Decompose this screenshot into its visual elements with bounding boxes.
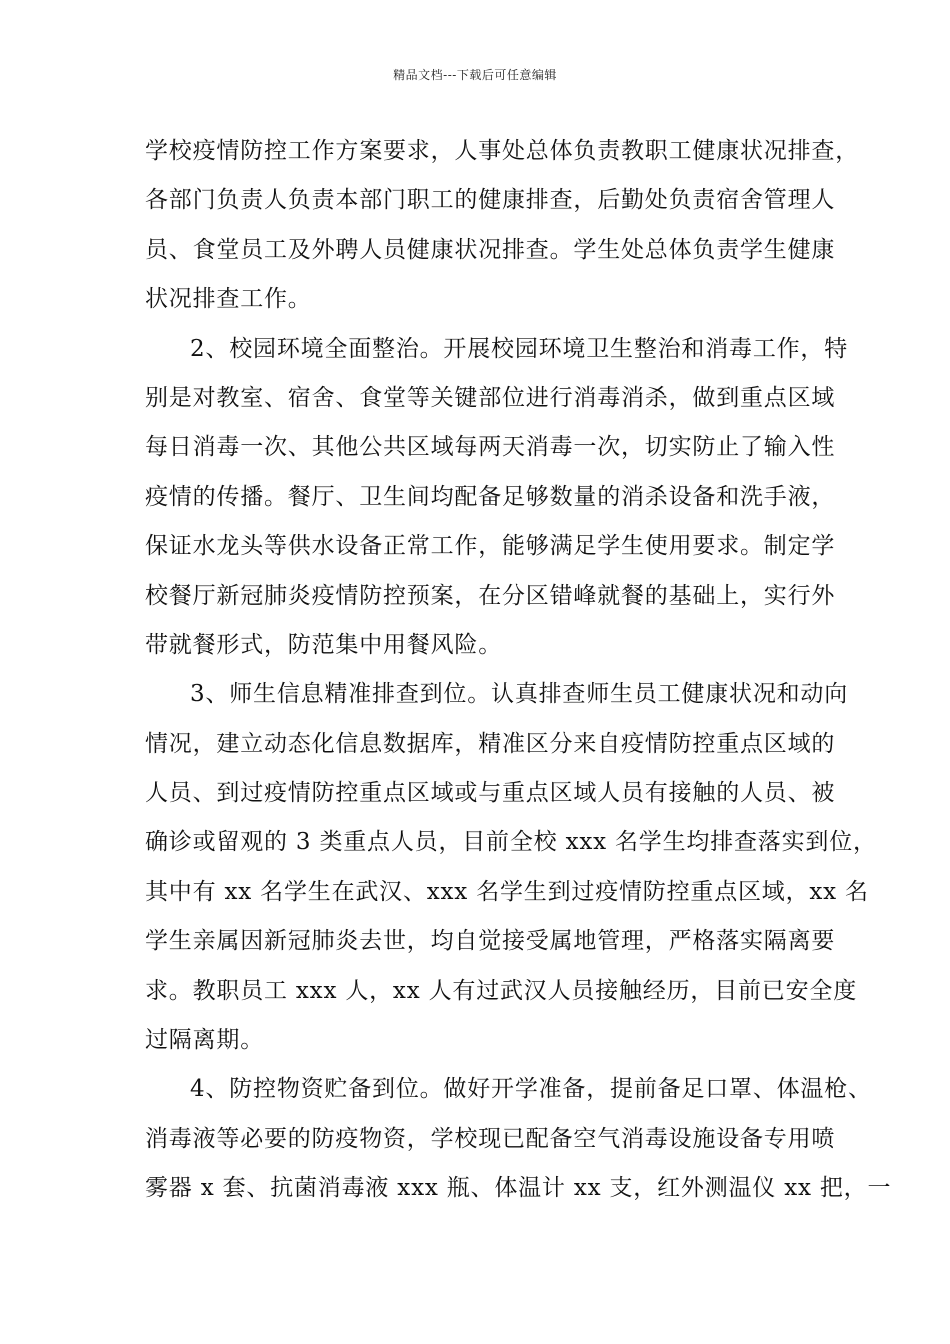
text-line: 带就餐形式，防范集中用餐风险。 bbox=[145, 631, 502, 658]
text-line: 人员、到过疫情防控重点区域或与重点区域人员有接触的人员、被 bbox=[145, 780, 836, 807]
text-line: 情况，建立动态化信息数据库，精准区分来自疫情防控重点区域的 bbox=[145, 730, 836, 757]
text-line: 其中有 xx 名学生在武汉、xxx 名学生到过疫情防控重点区域，xx 名 bbox=[145, 878, 869, 905]
text-line: 学校疫情防控工作方案要求，人事处总体负责教职工健康状况排查， bbox=[145, 138, 859, 164]
text-line: 每日消毒一次、其他公共区域每两天消毒一次，切实防止了输入性 bbox=[145, 434, 836, 461]
text-line: 过隔离期。 bbox=[145, 1027, 264, 1054]
text-line: 各部门负责人负责本部门职工的健康排查，后勤处负责宿舍管理人 bbox=[145, 187, 836, 214]
text-line: 别是对教室、宿舍、食堂等关键部位进行消毒消杀，做到重点区域 bbox=[145, 384, 836, 411]
paragraph-first-line: 2、校园环境全面整治。开展校园环境卫生整治和消毒工作，特 bbox=[190, 335, 849, 362]
text-line: 学生亲属因新冠肺炎去世，均自觉接受属地管理，严格落实隔离要 bbox=[145, 928, 836, 955]
paragraph-first-line: 3、师生信息精准排查到位。认真排查师生员工健康状况和动向 bbox=[190, 681, 849, 708]
text-line: 消毒液等必要的防疫物资，学校现已配备空气消毒设施设备专用喷 bbox=[145, 1125, 836, 1152]
text-line: 求。教职员工 xxx 人，xx 人有过武汉人员接触经历，目前已安全度 bbox=[145, 977, 857, 1004]
text-line: 疫情的传播。餐厅、卫生间均配备足够数量的消杀设备和洗手液， bbox=[145, 483, 836, 510]
text-line: 保证水龙头等供水设备正常工作，能够满足学生使用要求。制定学 bbox=[145, 533, 836, 560]
text-line: 校餐厅新冠肺炎疫情防控预案，在分区错峰就餐的基础上，实行外 bbox=[145, 582, 836, 609]
document-body bbox=[145, 127, 892, 1214]
text-line: 状况排查工作。 bbox=[145, 286, 312, 313]
paragraph-first-line: 4、防控物资贮备到位。做好开学准备，提前备足口罩、体温枪、 bbox=[190, 1076, 872, 1103]
text-line: 员、食堂员工及外聘人员健康状况排查。学生处总体负责学生健康 bbox=[145, 236, 836, 263]
text-line: 雾器 x 套、抗菌消毒液 xxx 瓶、体温计 xx 支，红外测温仪 xx 把，一 bbox=[145, 1175, 892, 1202]
page-header: 精品文档---下载后可任意编辑 bbox=[393, 68, 557, 82]
text-line: 确诊或留观的 3 类重点人员，目前全校 xxx 名学生均排查落实到位， bbox=[145, 829, 877, 856]
